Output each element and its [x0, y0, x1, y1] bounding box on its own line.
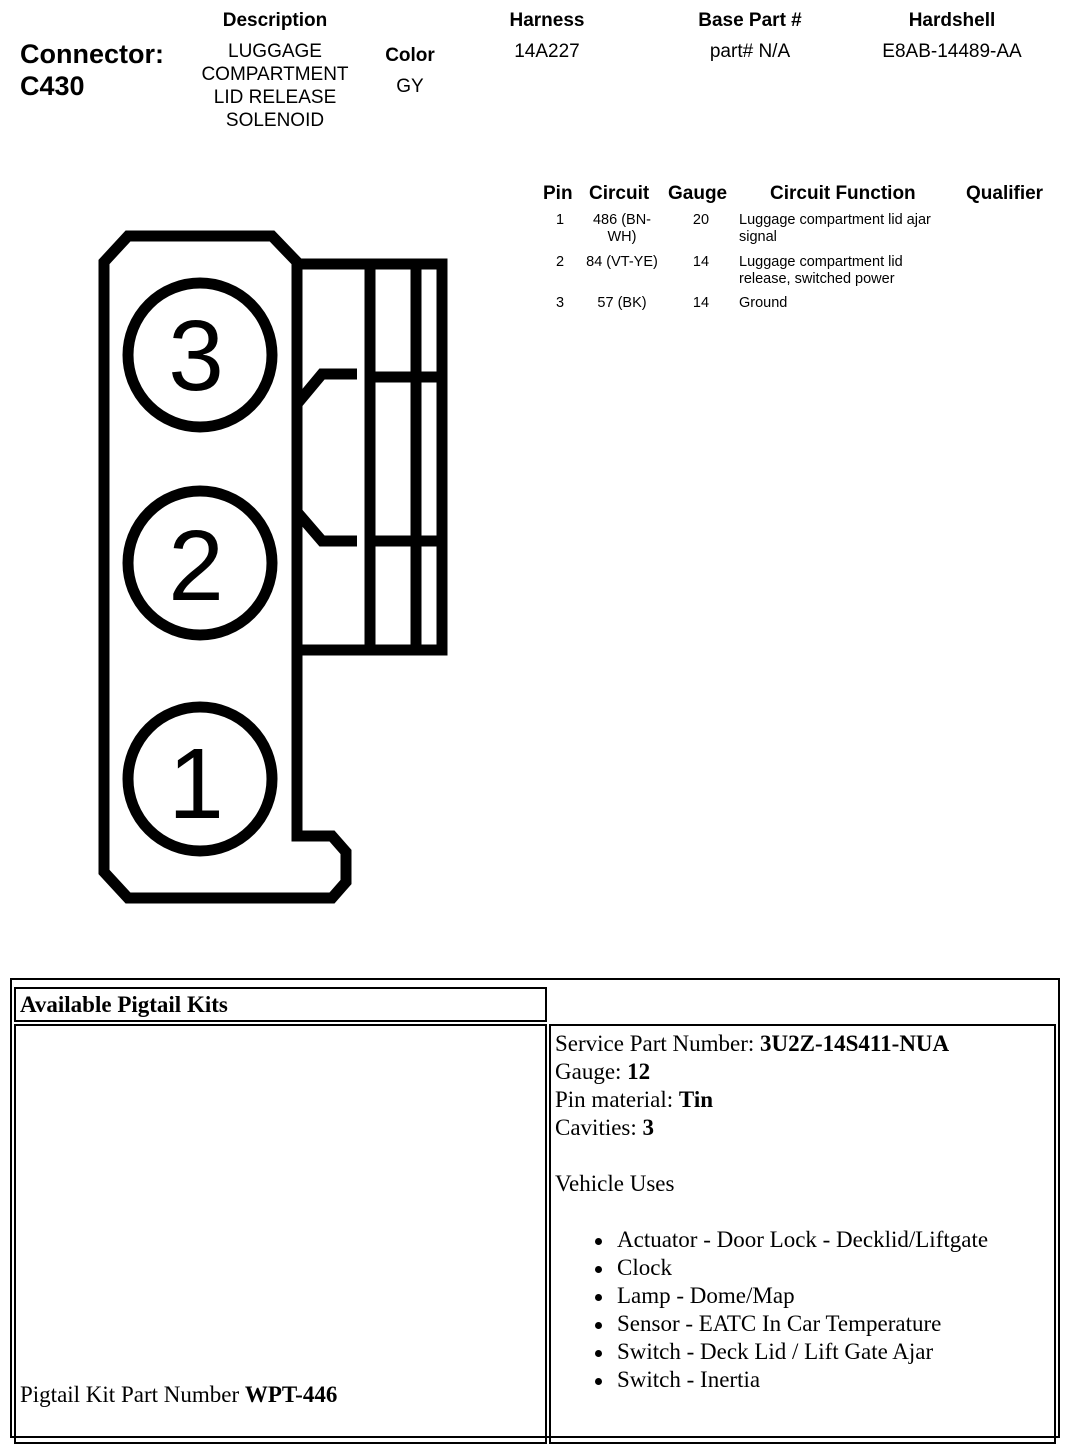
list-item: [617, 1338, 988, 1366]
pigtail-details: [555, 1030, 988, 1394]
connector-label: Connector:: [20, 39, 164, 69]
pigtail-title-cell: [14, 987, 547, 1022]
description-line: SOLENOID: [225, 110, 325, 131]
description-line: COMPARTMENT: [201, 64, 349, 85]
cavities-label: Cavities:: [555, 1115, 643, 1140]
color-label: Color: [385, 45, 435, 66]
vehicle-use: Switch - Inertia: [617, 1367, 761, 1392]
function-cell: [739, 212, 969, 246]
circuit-line: 486 (BN-: [592, 212, 652, 228]
latch-finger: [297, 374, 357, 541]
cavities-value: 3: [642, 1115, 655, 1140]
harness-value: 14A227: [514, 41, 580, 62]
circuit-line: 84 (VT-YE): [586, 254, 658, 270]
kit-label: Pigtail Kit Part Number: [20, 1382, 245, 1407]
gauge-line: [555, 1058, 988, 1086]
description-line: LID RELEASE: [213, 87, 337, 108]
pin-header: Pin: [543, 183, 573, 204]
gauge-cell: 14: [692, 295, 710, 311]
gauge-value: 12: [627, 1059, 651, 1084]
cavity-1-label: 1: [168, 728, 224, 840]
circuit-header: Circuit: [589, 183, 650, 204]
pigtail-details-cell: [549, 1024, 1056, 1444]
list-item: [617, 1254, 988, 1282]
list-item: [617, 1226, 988, 1254]
function-line: Luggage compartment lid ajar: [739, 212, 931, 228]
list-item: [617, 1366, 988, 1394]
function-line: Ground: [739, 295, 788, 311]
pigtail-title: Available Pigtail Kits: [20, 992, 228, 1017]
harness-label: Harness: [509, 10, 585, 31]
kit-value: WPT-446: [244, 1382, 338, 1407]
gauge-label: Gauge:: [555, 1059, 628, 1084]
description-label: Description: [222, 10, 328, 31]
function-line: signal: [739, 229, 777, 245]
cavity-3-label: 3: [168, 300, 224, 412]
service-part-label: Service Part Number:: [555, 1031, 761, 1056]
hardshell-label: Hardshell: [908, 10, 996, 31]
function-line: Luggage compartment lid: [739, 254, 903, 270]
function-line: release, switched power: [739, 271, 895, 287]
circuit-cell: [580, 212, 664, 246]
connector-body-outline: [104, 236, 346, 898]
color-value: GY: [396, 76, 424, 97]
vehicle-use: Sensor - EATC In Car Temperature: [617, 1311, 942, 1336]
pin-number: 2: [555, 254, 565, 270]
gauge-cell: 14: [692, 254, 710, 270]
pigtail-kit-line: [20, 1381, 337, 1409]
function-cell: [739, 254, 969, 288]
pin-number: 1: [555, 212, 565, 228]
circuit-cell: [580, 254, 664, 271]
qualifier-header: Qualifier: [966, 183, 1044, 204]
vehicle-use: Clock: [617, 1255, 672, 1280]
cavity-2-label: 2: [168, 510, 224, 622]
function-cell: [739, 295, 969, 312]
circuit-line: WH): [607, 229, 637, 245]
gauge-cell: 20: [692, 212, 710, 228]
pigtail-kit-cell: [14, 1024, 547, 1444]
vehicle-use: Switch - Deck Lid / Lift Gate Ajar: [617, 1339, 934, 1364]
vehicle-use: Lamp - Dome/Map: [617, 1283, 795, 1308]
vehicle-uses-list: [617, 1226, 988, 1394]
circuit-cell: [580, 295, 664, 312]
connector-face-diagram: [0, 0, 540, 930]
function-header: Circuit Function: [770, 183, 916, 204]
circuit-line: 57 (BK): [597, 295, 647, 311]
vehicle-use: Actuator - Door Lock - Decklid/Liftgate: [617, 1227, 989, 1252]
vehicle-uses-label: Vehicle Uses: [555, 1171, 675, 1196]
list-item: [617, 1282, 988, 1310]
service-part-line: [555, 1030, 988, 1058]
cavities-line: [555, 1114, 988, 1142]
base-part-label: Base Part #: [698, 10, 802, 31]
pin-material-value: Tin: [678, 1087, 714, 1112]
service-part-value: 3U2Z-14S411-NUA: [760, 1031, 950, 1056]
pin-material-line: [555, 1086, 988, 1114]
list-item: [617, 1310, 988, 1338]
hardshell-value: E8AB-14489-AA: [882, 41, 1022, 62]
base-part-value: part# N/A: [709, 41, 791, 62]
pin-number: 3: [555, 295, 565, 311]
connector-id: C430: [20, 71, 85, 101]
description-line: LUGGAGE: [228, 41, 322, 62]
gauge-header: Gauge: [668, 183, 728, 204]
pin-material-label: Pin material:: [555, 1087, 679, 1112]
